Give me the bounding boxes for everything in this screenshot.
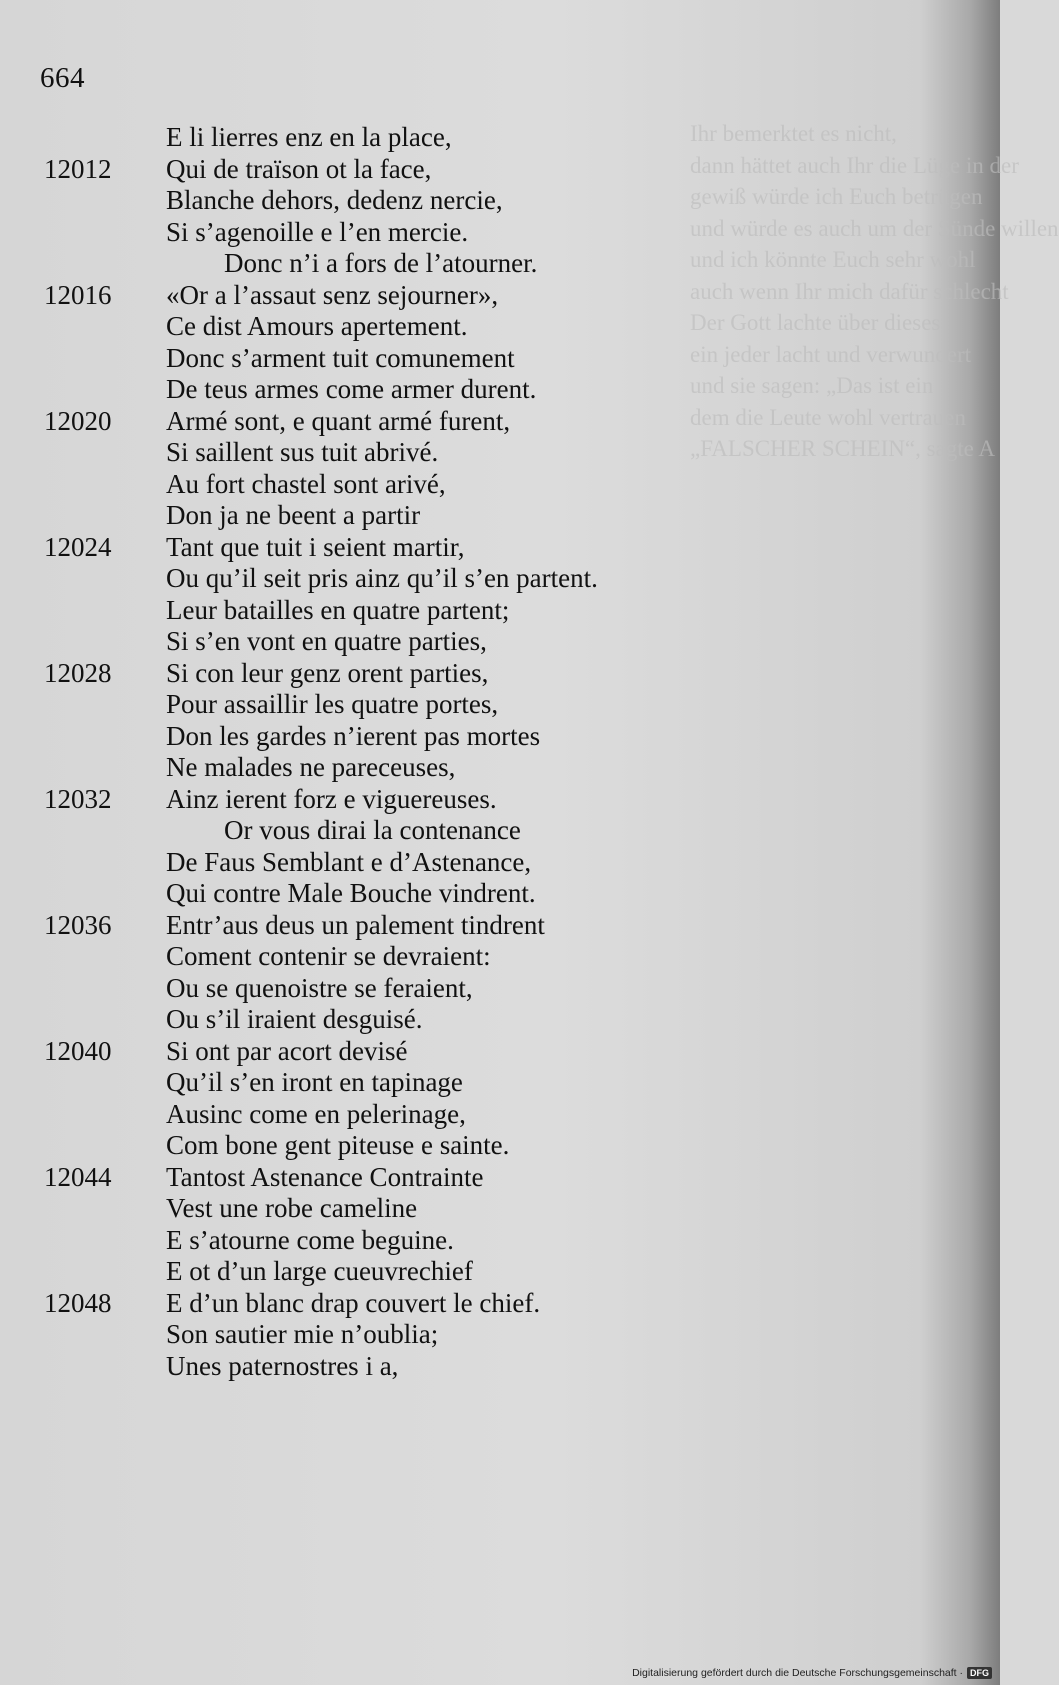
verse-line	[0, 1351, 760, 1383]
verse-list	[0, 122, 760, 1382]
verse-line	[0, 1225, 760, 1257]
verse-line	[0, 595, 760, 627]
verse-line	[0, 469, 760, 501]
verse-text: «Or a l’assaut senz sejourner»,	[166, 279, 499, 310]
verse-text: Tant que tuit i seient martir,	[166, 531, 465, 562]
verse-line	[0, 658, 760, 690]
bleed-through-line: „FALSCHER SCHEIN“, sagte A	[690, 436, 995, 461]
verse-text: Tantost Astenance Contrainte	[166, 1161, 484, 1192]
verse-line	[0, 1193, 760, 1225]
verse-text: Coment contenir se devraient:	[166, 941, 491, 971]
verse-text: Si s’en vont en quatre parties,	[166, 626, 487, 656]
verse-text: Donc s’arment tuit comunement	[166, 342, 515, 373]
verse-text: Ainz ierent forz e viguereuses.	[166, 783, 497, 814]
verse-line	[0, 878, 760, 910]
verse-text: Blanche dehors, dedenz nercie,	[166, 185, 503, 215]
verse-text: Don ja ne beent a partir	[166, 500, 421, 530]
verse-text: Au fort chastel sont arivé,	[166, 468, 446, 499]
verse-line	[0, 563, 760, 595]
verse-text: Si con leur genz orent parties,	[166, 657, 489, 688]
credit-text: Digitalisierung gefördert durch die Deutsche Forschungsgemeinschaft ·	[632, 1667, 963, 1679]
verse-line	[0, 248, 760, 280]
verse-text: Ou s’il iraient desguisé.	[166, 1004, 423, 1034]
verse-text: Pour assaillir les quatre portes,	[166, 689, 499, 719]
verse-line	[0, 689, 760, 721]
verse-text: Ou se quenoistre se feraient,	[166, 972, 473, 1003]
verse-text: E d’un blanc drap couvert le chief.	[166, 1287, 541, 1318]
verse-line	[0, 343, 760, 375]
verse-text: Leur batailles en quatre partent;	[166, 594, 510, 625]
verse-text: Son sautier mie n’oublia;	[166, 1319, 439, 1349]
verse-line	[0, 941, 760, 973]
verse-line	[0, 721, 760, 753]
verse-text: Qui de traïson ot la face,	[166, 153, 432, 184]
verse-text: Ausinc come en pelerinage,	[166, 1098, 466, 1129]
verse-line	[0, 437, 760, 469]
verse-text: Unes paternostres i a,	[166, 1350, 399, 1381]
verse-line	[0, 1162, 760, 1194]
bleed-through-line: dann hättet auch Ihr die Lüge in der	[690, 152, 1019, 178]
line-number: 12024	[44, 531, 112, 562]
line-number: 12036	[44, 909, 112, 940]
bleed-through-line: dem die Leute wohl vertrauen	[690, 404, 966, 430]
verse-line	[0, 1319, 760, 1351]
line-number: 12048	[44, 1287, 112, 1318]
bleed-through-line: auch wenn Ihr mich dafür schlecht	[690, 278, 1009, 304]
line-number: 12032	[44, 783, 112, 814]
verse-line	[0, 280, 760, 312]
verse-text: Qui contre Male Bouche vindrent.	[166, 878, 536, 908]
line-number: 12028	[44, 657, 112, 688]
line-number: 12044	[44, 1161, 112, 1192]
verse-text: Entr’aus deus un palement tindrent	[166, 909, 545, 940]
verse-text: Ne malades ne pareceuses,	[166, 752, 456, 782]
page-number: 664	[40, 62, 85, 94]
bleed-through-line: ein jeder lacht und verwundert	[690, 341, 971, 367]
verse-text: Ou qu’il seit pris ainz qu’il s’en partent.	[166, 563, 598, 593]
verse-line	[0, 1288, 760, 1320]
verse-line	[0, 122, 760, 154]
bleed-through-line: gewiß würde ich Euch betrügen	[690, 184, 983, 209]
verse-line	[0, 311, 760, 343]
verse-line	[0, 815, 760, 847]
verse-text: Or vous dirai la contenance	[224, 815, 521, 845]
verse-line	[0, 1130, 760, 1162]
verse-line	[0, 1099, 760, 1131]
digitization-credit	[632, 1667, 992, 1679]
verse-line	[0, 752, 760, 784]
verse-line	[0, 1004, 760, 1036]
verse-text: Si saillent sus tuit abrivé.	[166, 437, 439, 467]
verse-line	[0, 1067, 760, 1099]
verse-line	[0, 626, 760, 658]
verse-line	[0, 847, 760, 879]
verse-text: Donc n’i a fors de l’atourner.	[224, 248, 538, 278]
verse-text: Ce dist Amours apertement.	[166, 311, 468, 341]
verse-line	[0, 910, 760, 942]
verse-text: E li lierres enz en la place,	[166, 122, 452, 152]
verse-line	[0, 374, 760, 406]
bleed-through-line: und sie sagen: „Das ist ein	[690, 373, 934, 398]
verse-text: Armé sont, e quant armé furent,	[166, 405, 511, 436]
verse-line	[0, 973, 760, 1005]
bleed-through-line: Der Gott lachte über dieses	[690, 310, 941, 335]
line-number: 12040	[44, 1035, 112, 1066]
verse-line	[0, 1256, 760, 1288]
verse-line	[0, 532, 760, 564]
verse-text: Vest une robe cameline	[166, 1193, 418, 1223]
verse-text: Qu’il s’en iront en tapinage	[166, 1067, 463, 1097]
verse-text: De Faus Semblant e d’Astenance,	[166, 846, 532, 877]
bleed-through-line: und ich könnte Euch sehr wohl	[690, 247, 976, 272]
verse-line	[0, 406, 760, 438]
line-number: 12016	[44, 279, 112, 310]
verse-line	[0, 217, 760, 249]
verse-line	[0, 500, 760, 532]
verse-text: Com bone gent piteuse e sainte.	[166, 1130, 510, 1160]
verse-line	[0, 1036, 760, 1068]
verse-line	[0, 154, 760, 186]
line-number: 12012	[44, 153, 112, 184]
verse-text: E s’atourne come beguine.	[166, 1224, 454, 1255]
line-number: 12020	[44, 405, 112, 436]
verse-line	[0, 784, 760, 816]
dfg-logo: DFG	[967, 1667, 992, 1679]
bleed-through-line: und würde es auch um der Sünde willen	[690, 215, 1059, 241]
verse-text: Si ont par acort devisé	[166, 1035, 408, 1066]
verse-text: Si s’agenoille e l’en mercie.	[166, 216, 469, 247]
verse-text: E ot d’un large cueuvrechief	[166, 1256, 473, 1286]
bleed-through-line: Ihr bemerktet es nicht,	[690, 121, 897, 146]
verse-text: Don les gardes n’ierent pas mortes	[166, 720, 541, 751]
verse-text: De teus armes come armer durent.	[166, 374, 537, 404]
verse-line	[0, 185, 760, 217]
